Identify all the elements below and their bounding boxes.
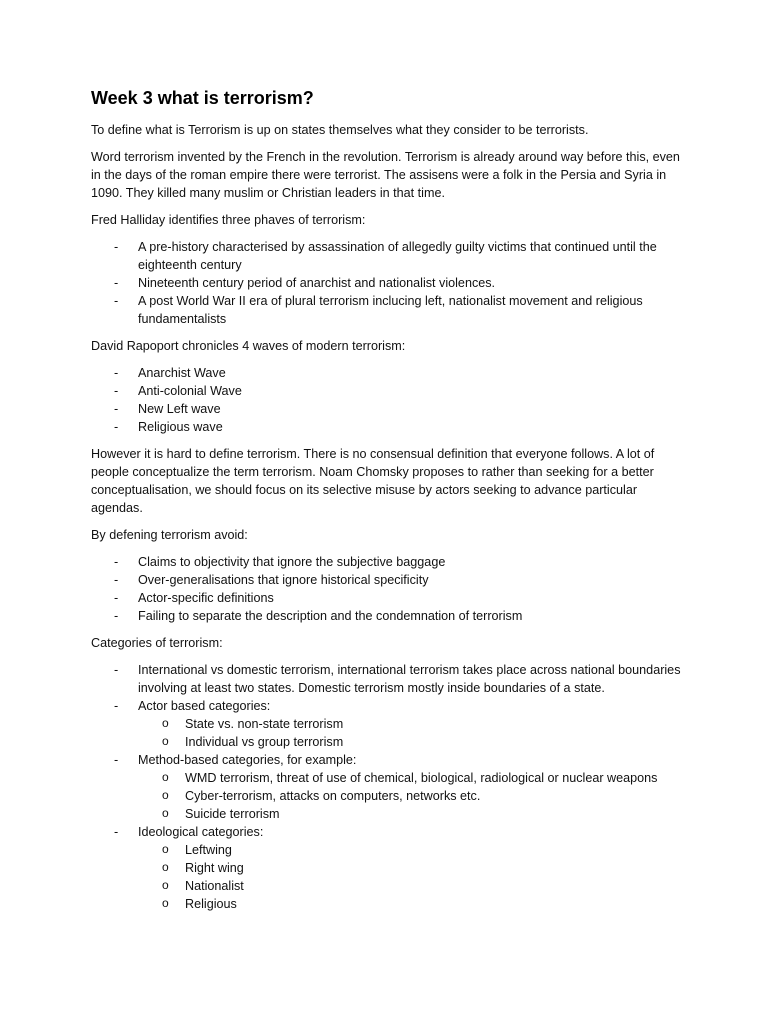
rapoport-intro: David Rapoport chronicles 4 waves of modern terrorism: [91, 339, 406, 353]
list-item: - A post World War II era of plural terrorism inclucing left, nationalist movement and religious fundamentalists [114, 294, 643, 326]
list-item: - Nineteenth century period of anarchist and nationalist violences. [114, 276, 496, 290]
circle-bullet: o [162, 788, 169, 802]
sublist-item: o Cyber-terrorism, attacks on computers, networks etc. [162, 788, 481, 803]
list-item: - Failing to separate the description and the condemnation of terrorism [114, 609, 523, 623]
sublist-item: o Religious [162, 896, 237, 911]
dash-bullet: - [114, 384, 119, 398]
circle-bullet: o [162, 770, 169, 784]
dash-bullet: - [114, 573, 119, 587]
circle-bullet: o [162, 716, 169, 730]
dash-bullet: - [114, 420, 119, 434]
list-item: - Actor-specific definitions [114, 591, 274, 605]
dash-bullet: - [114, 240, 119, 254]
list-item: - New Left wave [114, 402, 221, 416]
sublist-item: o Individual vs group terrorism [162, 734, 344, 749]
circle-bullet: o [162, 734, 169, 748]
categories-list [91, 661, 683, 913]
sublist-item: o WMD terrorism, threat of use of chemical, biological, radiological or nuclear weapons [162, 770, 658, 785]
dash-bullet: - [114, 591, 119, 605]
dash-bullet: - [114, 555, 119, 569]
sublist-item: o Suicide terrorism [162, 806, 280, 821]
ideology-sublist [138, 841, 683, 913]
dash-bullet: - [114, 699, 119, 713]
list-item: - International vs domestic terrorism, international terrorism takes place across national boundaries involving at least two states. Domestic terrorism mostly inside boundaries of a state. [114, 663, 681, 695]
dash-bullet: - [114, 294, 119, 308]
waves-list [91, 364, 683, 436]
dash-bullet: - [114, 402, 119, 416]
sublist-item: o Leftwing [162, 842, 232, 857]
history-paragraph: Word terrorism invented by the French in the revolution. Terrorism is already around way before this, even in the days of the roman empire there were terrorist. The assisens were a folk in the Persia and Syria in 1090. They killed many muslim or Christian leaders in that time. [91, 150, 680, 200]
halliday-list [91, 238, 683, 328]
method-sublist [138, 769, 683, 823]
categories-intro: Categories of terrorism: [91, 636, 223, 650]
halliday-intro: Fred Halliday identifies three phaves of terrorism: [91, 213, 366, 227]
sublist-item: o Nationalist [162, 878, 244, 893]
list-item: - Method-based categories, for example: o WMD terrorism, threat of use of chemical, biological, radiological or nuclear weapons o Cyber-terrorism, attacks on computers, networks etc. o Suicide terrorism [91, 751, 683, 823]
list-item: - Anti-colonial Wave [114, 384, 242, 398]
circle-bullet: o [162, 860, 169, 874]
avoid-list [91, 553, 683, 625]
sublist-item: o State vs. non-state terrorism [162, 716, 344, 731]
dash-bullet: - [114, 663, 119, 677]
actor-sublist [138, 715, 683, 751]
circle-bullet: o [162, 896, 169, 910]
list-item: - Over-generalisations that ignore historical specificity [114, 573, 429, 587]
dash-bullet: - [114, 753, 119, 767]
dash-bullet: - [114, 825, 119, 839]
dash-bullet: - [114, 609, 119, 623]
page-title: Week 3 what is terrorism? [91, 88, 314, 108]
avoid-intro: By defening terrorism avoid: [91, 528, 248, 542]
list-item: - Claims to objectivity that ignore the subjective baggage [114, 555, 446, 569]
list-item: - Anarchist Wave [114, 366, 226, 380]
circle-bullet: o [162, 878, 169, 892]
definition-paragraph: However it is hard to define terrorism. There is no consensual definition that everyone follows. A lot of people conceptualize the term terrorism. Noam Chomsky proposes to rather than seeking for a better conceptualisation, we should focus on its selective misuse by actors seeking to advance particular agendas. [91, 447, 655, 515]
list-item: - Actor based categories: o State vs. non-state terrorism o Individual vs group terrorism [91, 697, 683, 751]
circle-bullet: o [162, 842, 169, 856]
intro-paragraph: To define what is Terrorism is up on states themselves what they consider to be terrorists. [91, 123, 589, 137]
document-page [91, 86, 683, 922]
list-item: - Ideological categories: o Leftwing o Right wing o Nationalist o Religious [91, 823, 683, 913]
list-item: - Religious wave [114, 420, 223, 434]
list-item: - A pre-history characterised by assassination of allegedly guilty victims that continued until the eighteenth century [114, 240, 657, 272]
circle-bullet: o [162, 806, 169, 820]
dash-bullet: - [114, 366, 119, 380]
dash-bullet: - [114, 276, 119, 290]
sublist-item: o Right wing [162, 860, 244, 875]
